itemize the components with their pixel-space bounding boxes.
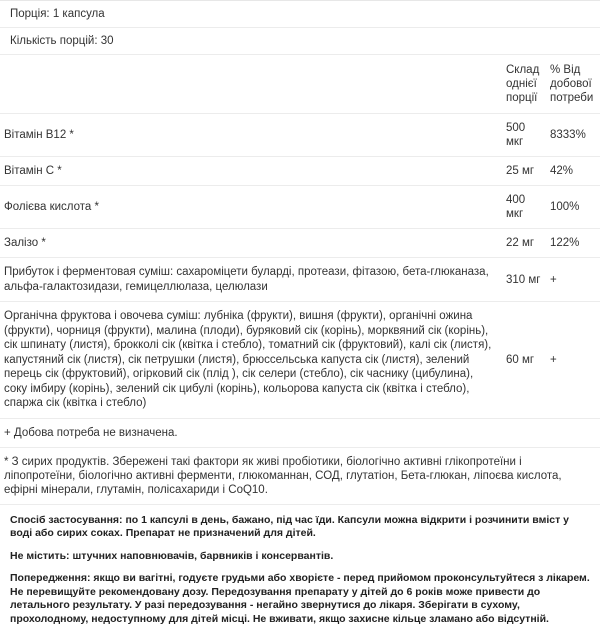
table-row [0,302,600,419]
nutrient-name: Органічна фруктова і овочева суміш: лубніка (фрукти), вишня (фрукти), органічні ожина (фрукти), чорниця (фрукти), малина (плоди), буряковий сік (корінь), морквяний сік (корінь), сік шпинату (листя), брокколі сік (квітка і стебло), томатний сік (фруктовий), калі сік (листя), капустяний сік (листя), сік петрушки (листя), брюссельська капуста сік (листя), зелений перець сік (фруктовий), огірковий сік (плід ), сік селери (стебло), сік часнику (цибулина), соку імбиру (корінь), зелений сік цибулі (корінь), кольорова капуста сік (квітка і стебло), спаржа сік (квітка і стебло) [0,302,502,419]
nutrient-daily-value: 42% [546,157,600,186]
free-from-statement: Не містить: штучних наповнювачів, барвників і консервантів. [10,541,590,564]
table-row [0,157,600,186]
nutrient-amount: 25 мг [502,157,546,186]
nutrient-amount: 60 мг [502,302,546,419]
table-header-row [0,55,600,114]
nutrient-daily-value: 122% [546,229,600,258]
nutrient-name: Фолієва кислота * [0,186,502,229]
nutrient-daily-value: 8333% [546,114,600,157]
serving-size-line: Порція: 1 капсула [0,1,600,28]
nutrient-name: Вітамін C * [0,157,502,186]
table-row [0,258,600,302]
nutrient-amount: 310 мг [502,258,546,302]
nutrient-amount: 22 мг [502,229,546,258]
footnote-row [0,418,600,447]
nutrient-daily-value: + [546,258,600,302]
column-header-daily-value: % Від добової потреби [546,55,600,114]
nutrient-name: Залізо * [0,229,502,258]
table-row [0,186,600,229]
footnote-row [0,447,600,504]
table-row [0,114,600,157]
nutrient-daily-value: + [546,302,600,419]
supplement-facts-table [0,54,600,504]
warning-statement: Попередження: якщо ви вагітні, годуєте грудьми або хворієте - перед прийомом проконсультуйтеся з лікарем. Не перевищуйте рекомендовану дозу. Передозування препарату у дітей до 6 років може привести до летального результату. У разі передозування - негайно звернутися до лікаря. Зберігати в сухому, прохолодному, недоступному для дітей місці. Не вживати, якщо захисне кільце зламано або відсутній. [10,563,590,636]
usage-and-warnings [0,504,600,636]
footnote-daily-value-not-established: + Добова потреба не визначена. [0,418,600,447]
table-row [0,229,600,258]
serving-information [0,0,600,54]
nutrient-name: Прибуток і ферментовая суміш: сахароміцети булардi, протеази, фітазою, бета-глюканаза, альфа-галактозидази, гемицеллюлаза, целюлази [0,258,502,302]
nutrient-amount: 400 мкг [502,186,546,229]
footnote-raw-products: * З сирих продуктів. Збережені такі фактори як живі пробіотики, біологічно активні глікопротеїни і ліпопротеїни, біологічно активні ферменти, глюкоманнан, СОД, глутатіон, Бета-глюкан, ліпоєва кислота, ефірні мінерали, глутамін, полісахариди і CoQ10. [0,447,600,504]
directions-for-use: Спосіб застосування: по 1 капсулі в день, бажано, під час їди. Капсули можна відкрити і розчинити вміст у воді або сирих соках. Препарат не призначений для дітей. [10,505,590,541]
column-header-amount-per-serving: Склад однієї порції [502,55,546,114]
nutrient-name: Вітамін B12 * [0,114,502,157]
nutrient-daily-value: 100% [546,186,600,229]
nutrient-amount: 500 мкг [502,114,546,157]
column-header-nutrient [0,55,502,114]
servings-per-container-line: Кількість порцій: 30 [0,28,600,54]
